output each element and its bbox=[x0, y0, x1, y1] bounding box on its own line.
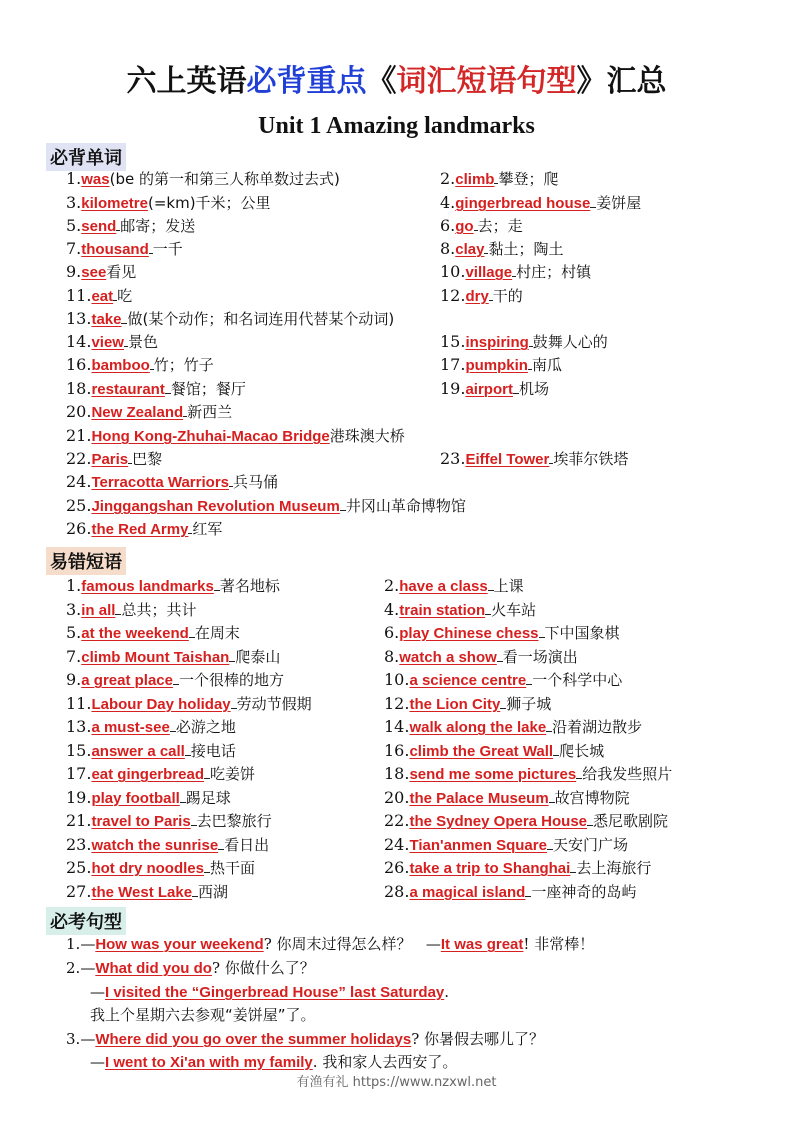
phrase-term: play Chinese chess bbox=[399, 625, 539, 642]
word-term: send bbox=[81, 218, 117, 235]
sentence-3-answer: —I went to Xi'an with my family. 我和家人去西安了。 bbox=[90, 1053, 458, 1071]
word-number: 24. bbox=[66, 472, 92, 491]
word-meaning: (be 的第一和第三人称单数过去式) bbox=[109, 170, 340, 188]
word-item bbox=[66, 262, 136, 283]
word-term: clay bbox=[455, 241, 485, 258]
word-meaning: 兵马俑 bbox=[233, 473, 279, 491]
phrase-item bbox=[66, 764, 255, 785]
word-item bbox=[66, 449, 162, 470]
word-meaning: 一千 bbox=[152, 240, 183, 258]
phrase-item bbox=[66, 670, 284, 691]
word-number: 16. bbox=[66, 355, 92, 374]
phrase-term: at the weekend bbox=[81, 625, 189, 642]
word-item bbox=[440, 262, 591, 283]
phrase-term: climb Mount Taishan bbox=[81, 648, 230, 666]
word-term: take bbox=[91, 311, 122, 328]
word-term: Jinggangshan Revolution Museum bbox=[91, 498, 340, 515]
sentence-2-question: 2.—What did you do? 你做什么了？ bbox=[66, 959, 315, 977]
phrase-term: answer a call bbox=[91, 742, 185, 760]
word-meaning: 红军 bbox=[192, 520, 223, 538]
word-number: 9. bbox=[66, 262, 82, 281]
word-number: 25. bbox=[66, 496, 92, 515]
phrase-item bbox=[384, 764, 672, 785]
phrase-item bbox=[66, 858, 255, 879]
phrase-number: 15. bbox=[66, 740, 92, 760]
word-meaning: 干的 bbox=[492, 287, 523, 305]
phrase-number: 28. bbox=[384, 881, 410, 901]
phrase-term: send me some pictures bbox=[409, 766, 577, 783]
phrase-meaning: 热干面 bbox=[209, 859, 255, 877]
phrase-number: 25. bbox=[66, 858, 92, 877]
phrase-meaning: 看日出 bbox=[224, 835, 270, 854]
phrase-number: 21. bbox=[66, 811, 92, 830]
word-item bbox=[440, 216, 523, 237]
word-term: see bbox=[81, 264, 107, 281]
phrase-number: 16. bbox=[384, 740, 410, 760]
word-meaning: 黏土；陶土 bbox=[488, 240, 564, 258]
phrase-number: 18. bbox=[384, 764, 410, 783]
phrase-meaning: 上课 bbox=[493, 577, 524, 595]
phrase-term: watch the sunrise bbox=[91, 836, 219, 854]
word-number: 11. bbox=[66, 286, 92, 305]
word-number: 14. bbox=[66, 332, 92, 351]
word-item bbox=[66, 239, 183, 260]
word-item bbox=[440, 286, 523, 307]
word-item bbox=[66, 426, 405, 447]
phrase-item bbox=[66, 882, 228, 903]
word-meaning: (=km)千米；公里 bbox=[147, 194, 271, 212]
phrase-item bbox=[66, 717, 236, 738]
unit-title: Unit 1 Amazing landmarks bbox=[258, 113, 535, 139]
phrase-term: the West Lake bbox=[91, 883, 193, 901]
word-number: 20. bbox=[66, 402, 92, 421]
word-term: Paris bbox=[91, 451, 129, 468]
phrase-meaning: 接电话 bbox=[190, 741, 236, 760]
phrase-term: play football bbox=[91, 789, 180, 807]
phrase-meaning: 踢足球 bbox=[185, 788, 231, 807]
phrase-item bbox=[384, 882, 636, 903]
phrase-item bbox=[384, 835, 628, 856]
phrase-term: the Lion City bbox=[409, 695, 501, 713]
word-item bbox=[440, 449, 628, 470]
phrase-item bbox=[66, 647, 280, 668]
phrase-item bbox=[384, 694, 551, 715]
word-number: 22. bbox=[66, 449, 92, 468]
phrase-item bbox=[66, 600, 196, 621]
phrase-number: 24. bbox=[384, 834, 410, 854]
word-number: 17. bbox=[440, 355, 466, 374]
word-number: 4. bbox=[440, 193, 456, 212]
word-term: airport bbox=[465, 381, 513, 398]
phrase-term: a great place bbox=[81, 672, 173, 689]
word-term: gingerbread house bbox=[455, 195, 591, 212]
section-heading-words: 必背单词 bbox=[46, 143, 126, 171]
word-meaning: 巴黎 bbox=[132, 450, 163, 468]
phrase-item bbox=[66, 835, 269, 856]
phrase-number: 7. bbox=[66, 646, 82, 666]
phrase-number: 20. bbox=[384, 787, 410, 807]
phrase-item bbox=[384, 717, 642, 738]
word-item bbox=[66, 216, 195, 237]
phrase-number: 13. bbox=[66, 717, 92, 736]
phrase-number: 1. bbox=[66, 576, 82, 595]
phrase-number: 27. bbox=[66, 881, 92, 901]
phrase-term: walk along the lake bbox=[409, 719, 547, 736]
word-term: eat bbox=[91, 288, 114, 305]
phrase-item bbox=[66, 788, 231, 809]
word-item bbox=[440, 239, 563, 260]
word-term: was bbox=[81, 171, 110, 188]
phrase-number: 6. bbox=[384, 623, 400, 642]
word-number: 3. bbox=[66, 193, 82, 212]
word-number: 5. bbox=[66, 216, 82, 235]
word-meaning: 餐馆；餐厅 bbox=[170, 380, 246, 398]
word-item bbox=[66, 379, 246, 400]
phrase-meaning: 一座神奇的岛屿 bbox=[531, 882, 637, 901]
word-term: New Zealand bbox=[91, 404, 184, 421]
phrase-term: in all bbox=[81, 601, 116, 619]
word-item bbox=[440, 332, 608, 353]
word-term: Eiffel Tower bbox=[465, 451, 550, 468]
word-number: 10. bbox=[440, 262, 466, 281]
word-number: 19. bbox=[440, 379, 466, 398]
phrase-meaning: 必游之地 bbox=[175, 718, 236, 736]
phrase-term: the Sydney Opera House bbox=[409, 813, 588, 830]
phrase-number: 23. bbox=[66, 834, 92, 854]
phrase-term: take a trip to Shanghai bbox=[409, 860, 571, 877]
phrase-meaning: 劳动节假期 bbox=[236, 694, 312, 713]
word-number: 1. bbox=[66, 169, 82, 188]
phrase-term: famous landmarks bbox=[81, 578, 214, 595]
word-number: 2. bbox=[440, 169, 456, 188]
phrase-meaning: 爬长城 bbox=[559, 741, 605, 760]
word-term: the Red Army bbox=[91, 521, 189, 538]
sentence-2-answer: —I visited the “Gingerbread House” last Saturday. bbox=[90, 983, 450, 1001]
phrase-number: 22. bbox=[384, 811, 410, 830]
phrase-item bbox=[66, 623, 240, 644]
phrase-term: climb the Great Wall bbox=[409, 742, 554, 760]
word-meaning: 南瓜 bbox=[531, 356, 562, 374]
phrase-term: travel to Paris bbox=[91, 813, 191, 830]
word-meaning: 竹；竹子 bbox=[153, 356, 214, 374]
word-number: 26. bbox=[66, 519, 92, 538]
word-term: thousand bbox=[81, 241, 149, 258]
phrase-item bbox=[384, 576, 524, 597]
word-number: 7. bbox=[66, 239, 82, 258]
word-item bbox=[66, 286, 132, 307]
word-meaning: 看见 bbox=[106, 263, 137, 281]
page-title: 六上英语必背重点《词汇短语句型》汇总 bbox=[126, 64, 667, 99]
word-number: 8. bbox=[440, 239, 456, 258]
phrase-item bbox=[384, 811, 668, 832]
phrase-meaning: 去上海旅行 bbox=[576, 859, 652, 877]
phrase-meaning: 火车站 bbox=[491, 600, 537, 619]
phrase-term: have a class bbox=[399, 578, 488, 595]
word-item bbox=[440, 355, 562, 376]
phrase-number: 10. bbox=[384, 670, 410, 689]
phrase-number: 3. bbox=[66, 599, 82, 619]
phrase-number: 14. bbox=[384, 717, 410, 736]
phrase-meaning: 看一场演出 bbox=[502, 647, 578, 666]
word-number: 15. bbox=[440, 332, 466, 351]
word-term: pumpkin bbox=[465, 357, 528, 374]
word-meaning: 村庄；村镇 bbox=[516, 263, 592, 281]
phrase-number: 2. bbox=[384, 576, 400, 595]
phrase-item bbox=[384, 858, 651, 879]
word-meaning: 港珠澳大桥 bbox=[329, 427, 405, 445]
word-number: 21. bbox=[66, 426, 92, 445]
word-meaning: 攀登；爬 bbox=[498, 170, 559, 188]
phrase-meaning: 沿着湖边散步 bbox=[552, 718, 643, 736]
section-heading-sentences: 必考句型 bbox=[46, 907, 126, 935]
word-item bbox=[66, 332, 158, 353]
phrase-meaning: 吃姜饼 bbox=[209, 765, 255, 783]
word-item bbox=[66, 355, 214, 376]
word-term: Terracotta Warriors bbox=[91, 474, 229, 491]
word-item bbox=[66, 169, 340, 190]
word-item bbox=[440, 379, 549, 400]
phrase-number: 11. bbox=[66, 693, 92, 713]
phrase-item bbox=[66, 741, 236, 762]
phrase-meaning: 总共；共计 bbox=[121, 600, 197, 619]
phrase-item bbox=[384, 741, 604, 762]
phrase-meaning: 天安门广场 bbox=[552, 835, 628, 854]
sentence-3-question: 3.—Where did you go over the summer holidays? 你暑假去哪儿了？ bbox=[66, 1030, 545, 1048]
word-meaning: 井冈山革命博物馆 bbox=[345, 497, 466, 515]
phrase-meaning: 狮子城 bbox=[506, 694, 552, 713]
word-meaning: 鼓舞人心的 bbox=[532, 333, 608, 351]
phrase-number: 19. bbox=[66, 787, 92, 807]
phrase-meaning: 悉尼歌剧院 bbox=[593, 812, 669, 830]
section-heading-phrases: 易错短语 bbox=[46, 547, 126, 575]
phrase-item bbox=[66, 694, 312, 715]
phrase-item bbox=[384, 647, 578, 668]
phrase-item bbox=[384, 670, 622, 691]
phrase-number: 12. bbox=[384, 693, 410, 713]
phrase-item bbox=[66, 576, 280, 597]
word-number: 6. bbox=[440, 216, 456, 235]
phrase-item bbox=[384, 788, 630, 809]
word-term: Hong Kong-Zhuhai-Macao Bridge bbox=[91, 428, 330, 445]
phrase-meaning: 给我发些照片 bbox=[582, 765, 673, 783]
word-item bbox=[440, 169, 558, 190]
phrase-number: 17. bbox=[66, 764, 92, 783]
word-item bbox=[66, 402, 232, 423]
word-term: inspiring bbox=[465, 334, 529, 351]
phrase-term: a science centre bbox=[409, 672, 527, 689]
phrase-number: 5. bbox=[66, 623, 82, 642]
word-term: view bbox=[91, 334, 124, 351]
word-term: dry bbox=[465, 288, 489, 305]
phrase-term: Tian'anmen Square bbox=[409, 836, 547, 854]
phrase-item bbox=[384, 600, 536, 621]
word-meaning: 埃菲尔铁塔 bbox=[553, 450, 629, 468]
phrase-term: train station bbox=[399, 601, 486, 619]
phrase-term: hot dry noodles bbox=[91, 860, 204, 877]
phrase-meaning: 下中国象棋 bbox=[544, 624, 620, 642]
word-meaning: 景色 bbox=[127, 333, 158, 351]
word-meaning: 机场 bbox=[518, 380, 549, 398]
phrase-meaning: 故宫博物院 bbox=[554, 788, 630, 807]
word-item bbox=[66, 496, 466, 517]
word-number: 23. bbox=[440, 449, 466, 468]
phrase-term: a must-see bbox=[91, 719, 170, 736]
word-meaning: 做(某个动作；和名词连用代替某个动词) bbox=[127, 310, 395, 328]
phrase-term: eat gingerbread bbox=[91, 766, 204, 783]
word-meaning: 姜饼屋 bbox=[596, 194, 642, 212]
word-item bbox=[66, 472, 278, 493]
phrase-item bbox=[384, 623, 620, 644]
word-meaning: 新西兰 bbox=[187, 403, 233, 421]
word-term: village bbox=[465, 264, 513, 281]
word-term: go bbox=[455, 218, 474, 235]
phrase-meaning: 西湖 bbox=[198, 882, 229, 901]
word-number: 18. bbox=[66, 379, 92, 398]
phrase-number: 4. bbox=[384, 599, 400, 619]
phrase-meaning: 一个很棒的地方 bbox=[178, 671, 284, 689]
phrase-number: 8. bbox=[384, 646, 400, 666]
word-term: restaurant bbox=[91, 381, 165, 398]
word-term: kilometre bbox=[81, 195, 148, 212]
word-item bbox=[66, 519, 222, 540]
word-term: climb bbox=[455, 171, 495, 188]
phrase-term: the Palace Museum bbox=[409, 789, 549, 807]
sentence-1-question: 1.—How was your weekend? 你周末过得怎么样？ —It was great! 非常棒！ bbox=[66, 935, 595, 953]
sentence-2-answer-translation: 我上个星期六去参观“姜饼屋”了。 bbox=[90, 1006, 316, 1024]
word-meaning: 去；走 bbox=[477, 217, 523, 235]
word-item bbox=[440, 193, 641, 214]
word-item bbox=[66, 193, 271, 214]
phrase-meaning: 去巴黎旅行 bbox=[196, 812, 272, 830]
footer-watermark: 有渔有礼 https://www.nzxwl.net bbox=[296, 1075, 497, 1090]
phrase-term: watch a show bbox=[399, 648, 497, 666]
phrase-item bbox=[66, 811, 272, 832]
word-number: 13. bbox=[66, 309, 92, 328]
phrase-meaning: 爬泰山 bbox=[235, 647, 281, 666]
phrase-number: 26. bbox=[384, 858, 410, 877]
phrase-term: Labour Day holiday bbox=[91, 695, 231, 713]
word-meaning: 邮寄；发送 bbox=[120, 217, 196, 235]
phrase-number: 9. bbox=[66, 670, 82, 689]
word-term: bamboo bbox=[91, 357, 150, 374]
phrase-meaning: 在周末 bbox=[194, 624, 240, 642]
phrase-term: a magical island bbox=[409, 883, 526, 901]
word-meaning: 吃 bbox=[117, 287, 133, 305]
word-item bbox=[66, 309, 394, 330]
phrase-meaning: 一个科学中心 bbox=[532, 671, 623, 689]
word-number: 12. bbox=[440, 286, 466, 305]
phrase-meaning: 著名地标 bbox=[219, 577, 280, 595]
